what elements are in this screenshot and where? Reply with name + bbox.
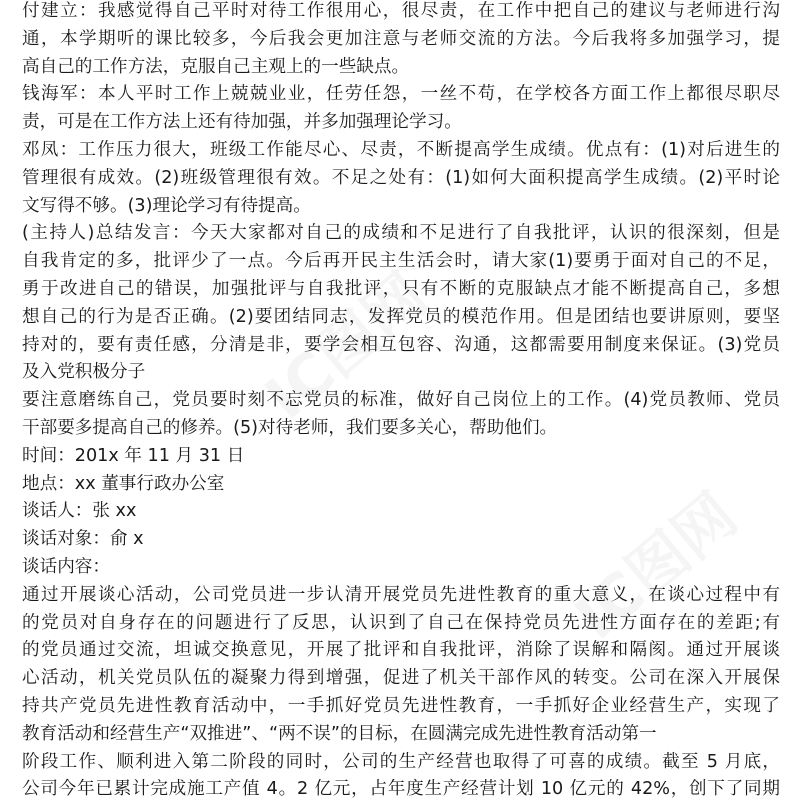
text-line: 地点：xx 董事行政办公室 <box>22 473 225 494</box>
text-line: 钱海军：本人平时工作上兢兢业业，任劳任怨，一丝不苟，在学校各方面工作上都很尽职尽 <box>22 84 780 105</box>
text-line: 通，本学期听的课比较多，今后我会更加注意与老师交流的方法。今后我将多加强学习，提 <box>22 28 780 49</box>
text-line: 文写得不够。(3)理论学习有待提高。 <box>22 195 311 216</box>
text-line: 责，可是在工作方法上还有待加强，并多加强理论学习。 <box>22 112 462 133</box>
text-line: 谈话人：张 xx <box>22 501 137 522</box>
text-line: 干部要多提高自己的修养。(5)对待老师，我们要多关心，帮助他们。 <box>22 417 558 438</box>
text-line: 公司今年已累计完成施工产值 4。2 亿元，占年度生产经营计划 10 亿元的 42%，创下了同期 <box>22 779 780 800</box>
text-line: 持对的，要有责任感，分清是非，要学会相互包容、沟通，这都需要用制度来保证。(3)党员 <box>22 334 780 355</box>
text-line: 谈话内容： <box>22 556 110 577</box>
text-line: 谈话对象：俞 x <box>22 529 144 550</box>
text-line: 勇于改进自己的错误，加强批评与自我批评，只有不断的克服缺点才能不断提高自己，多想 <box>22 278 780 299</box>
text-line: (主持人)总结发言：今天大家都对自己的成绩和不足进行了自我批评，认识的很深刻，但是 <box>22 223 780 244</box>
text-line: 的党员通过交流，坦诚交换意见，开展了批评和自我批评，消除了误解和隔阂。通过开展谈 <box>22 640 780 661</box>
text-line: 的党员对自身存在的问题进行了反思，认识到了自己在保持党员先进性方面存在的差距;有 <box>22 612 780 633</box>
text-line: 管理很有成效。(2)班级管理很有效。不足之处有：(1)如何大面积提高学生成绩。(2)平时论 <box>22 167 780 188</box>
text-line: 及入党积极分子 <box>22 362 146 383</box>
text-line: 时间：201x 年 11 月 31 日 <box>22 445 245 466</box>
document-body <box>22 0 780 804</box>
text-line: 付建立：我感觉得自己平时对待工作很用心，很尽责，在工作中把自己的建议与老师进行沟 <box>22 1 780 21</box>
text-line: 想自己的行为是否正确。(2)要团结同志，发挥党员的模范作用。但是团结也要讲原则，要坚 <box>22 306 780 327</box>
text-line: 自我肯定的多，批评少了一点。今后再开民主生活会时，请大家(1)要勇于面对自己的不足， <box>22 251 780 272</box>
text-line: 通过开展谈心活动，公司党员进一步认清开展党员先进性教育的重大意义，在谈心过程中有 <box>22 584 780 605</box>
text-line: 心活动，机关党员队伍的凝聚力得到增强，促进了机关干部作风的转变。公司在深入开展保 <box>22 668 780 689</box>
text-line: 要注意磨练自己，党员要时刻不忘党员的标准，做好自己岗位上的工作。(4)党员教师、党员 <box>22 390 780 411</box>
text-line: 高自己的工作方法，克服自己主观上的一些缺点。 <box>22 56 410 77</box>
text-line: 持共产党员先进性教育活动中，一手抓好党员先进性教育，一手抓好企业经营生产，实现了 <box>22 695 780 716</box>
text-line: 邓凤：工作压力很大，班级工作能尽心、尽责，不断提高学生成绩。优点有：(1)对后进生的 <box>22 139 780 160</box>
text-line: 阶段工作、顺利进入第二阶段的同时，公司的生产经营也取得了可喜的成绩。截至 5 月底， <box>22 751 780 772</box>
text-line: 教育活动和经营生产“双推进”、“两不误”的目标，在圆满完成先进性教育活动第一 <box>22 723 657 744</box>
